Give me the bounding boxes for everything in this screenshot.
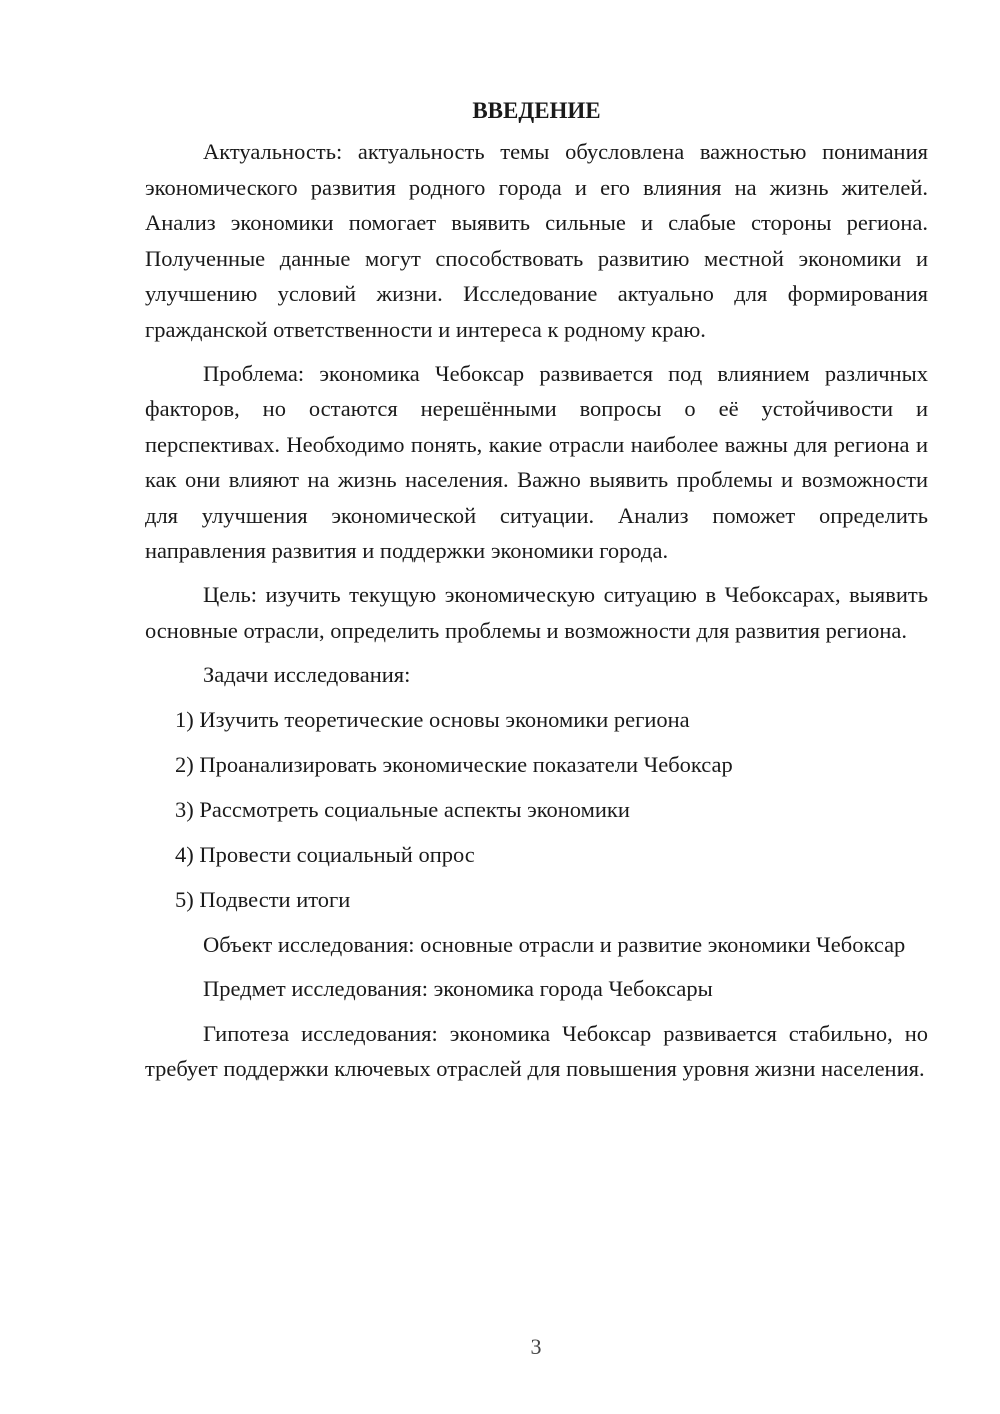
problem-paragraph: Проблема: экономика Чебоксар развивается под влиянием различных факторов, но остаются нерешёнными вопросы о её устойчивости и перспективах. Необходимо понять, какие отрасли наиболее важны для региона и как они влияют на жизнь населения. Важно выявить проблемы и возможности для улучшения экономической ситуации. Анализ поможет определить направления развития и поддержки экономики города. [145, 360, 928, 563]
tasks-list [145, 702, 928, 918]
subject-paragraph: Предмет исследования: экономика города Чебоксары [203, 975, 713, 1001]
tasks-heading: Задачи исследования: [203, 661, 411, 687]
document-page [145, 95, 928, 1095]
task-item: 1) Изучить теоретические основы экономики региона [175, 706, 690, 732]
task-item: 3) Рассмотреть социальные аспекты экономики [175, 796, 630, 822]
task-item: 4) Провести социальный опрос [175, 841, 475, 867]
goal-paragraph: Цель: изучить текущую экономическую ситуацию в Чебоксарах, выявить основные отрасли, определить проблемы и возможности для развития региона. [145, 582, 928, 643]
relevance-paragraph: Актуальность: актуальность темы обусловлена важностью понимания экономического развития родного города и его влияния на жизнь жителей. Анализ экономики помогает выявить сильные и слабые стороны региона. Полученные данные могут способствовать развитию местной экономики и улучшению условий жизни. Исследование актуально для формирования гражданской ответственности и интереса к родному краю. [145, 139, 928, 342]
task-item: 5) Подвести итоги [175, 886, 351, 912]
hypothesis-paragraph: Гипотеза исследования: экономика Чебоксар развивается стабильно, но требует поддержки ключевых отраслей для повышения уровня жизни населения. [145, 1020, 928, 1081]
object-paragraph: Объект исследования: основные отрасли и развитие экономики Чебоксар [203, 931, 906, 957]
document-title: ВВЕДЕНИЕ [472, 98, 601, 123]
task-item: 2) Проанализировать экономические показатели Чебоксар [175, 751, 733, 777]
page-number: 3 [530, 1334, 542, 1359]
